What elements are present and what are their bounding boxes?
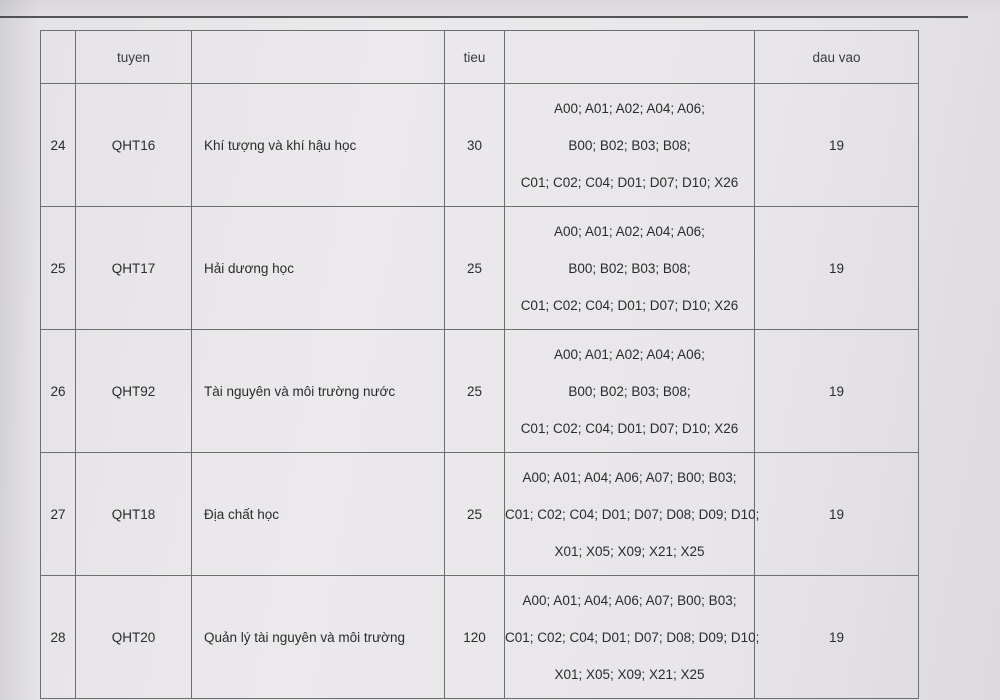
combo-line: A00; A01; A04; A06; A07; B00; B03;	[522, 469, 737, 485]
combo-line: C01; C02; C04; D01; D07; D10; X26	[520, 297, 739, 313]
row-code: QHT16	[76, 84, 192, 207]
row-major-name: Quản lý tài nguyên và môi trường	[192, 576, 445, 699]
combo-line: A00; A01; A02; A04; A06;	[554, 223, 705, 239]
row-score: 19	[755, 207, 919, 330]
row-score: 19	[755, 576, 919, 699]
row-quota: 120	[445, 576, 505, 699]
row-combos	[505, 576, 760, 699]
header-code: tuyen	[76, 31, 192, 84]
table-row	[41, 207, 919, 330]
row-code: QHT18	[76, 453, 192, 576]
table-header-row	[41, 31, 919, 84]
row-major-name: Hải dương học	[192, 207, 445, 330]
row-combos	[505, 207, 755, 330]
header-stt	[41, 31, 76, 84]
row-score: 19	[755, 84, 919, 207]
combo-line: A00; A01; A02; A04; A06;	[554, 346, 705, 362]
row-combos	[505, 84, 755, 207]
combo-line: A00; A01; A04; A06; A07; B00; B03;	[522, 592, 737, 608]
row-combos	[505, 453, 760, 576]
combo-line: X01; X05; X09; X21; X25	[554, 543, 705, 559]
header-combo	[505, 31, 755, 84]
row-quota: 30	[445, 84, 505, 207]
combo-line: B00; B02; B03; B08;	[568, 260, 691, 276]
table-row	[41, 576, 919, 699]
combo-line: A00; A01; A02; A04; A06;	[554, 100, 705, 116]
combo-line: C01; C02; C04; D01; D07; D08; D09; D10;	[505, 629, 760, 645]
page-edge-shadow	[0, 0, 40, 700]
row-score: 19	[755, 453, 919, 576]
header-name	[192, 31, 445, 84]
admissions-table	[40, 30, 919, 699]
row-major-name: Địa chất học	[192, 453, 445, 576]
row-quota: 25	[445, 330, 505, 453]
combo-line: C01; C02; C04; D01; D07; D08; D09; D10;	[505, 506, 760, 522]
combo-line: B00; B02; B03; B08;	[568, 137, 691, 153]
row-code: QHT20	[76, 576, 192, 699]
combo-line: C01; C02; C04; D01; D07; D10; X26	[520, 420, 739, 436]
row-stt: 27	[41, 453, 76, 576]
row-stt: 25	[41, 207, 76, 330]
row-code: QHT92	[76, 330, 192, 453]
row-score: 19	[755, 330, 919, 453]
row-stt: 24	[41, 84, 76, 207]
row-major-name: Khí tượng và khí hậu học	[192, 84, 445, 207]
header-quota: tieu	[445, 31, 505, 84]
table-row	[41, 84, 919, 207]
row-major-name: Tài nguyên và môi trường nước	[192, 330, 445, 453]
table-row	[41, 330, 919, 453]
combo-line: X01; X05; X09; X21; X25	[554, 666, 705, 682]
header-rule	[0, 16, 968, 18]
row-quota: 25	[445, 453, 505, 576]
row-stt: 26	[41, 330, 76, 453]
combo-line: B00; B02; B03; B08;	[568, 383, 691, 399]
row-quota: 25	[445, 207, 505, 330]
header-score: dau vao	[755, 31, 919, 84]
row-stt: 28	[41, 576, 76, 699]
row-code: QHT17	[76, 207, 192, 330]
row-combos	[505, 330, 755, 453]
table-row	[41, 453, 919, 576]
page-top-strip	[0, 0, 1000, 16]
combo-line: C01; C02; C04; D01; D07; D10; X26	[520, 174, 739, 190]
